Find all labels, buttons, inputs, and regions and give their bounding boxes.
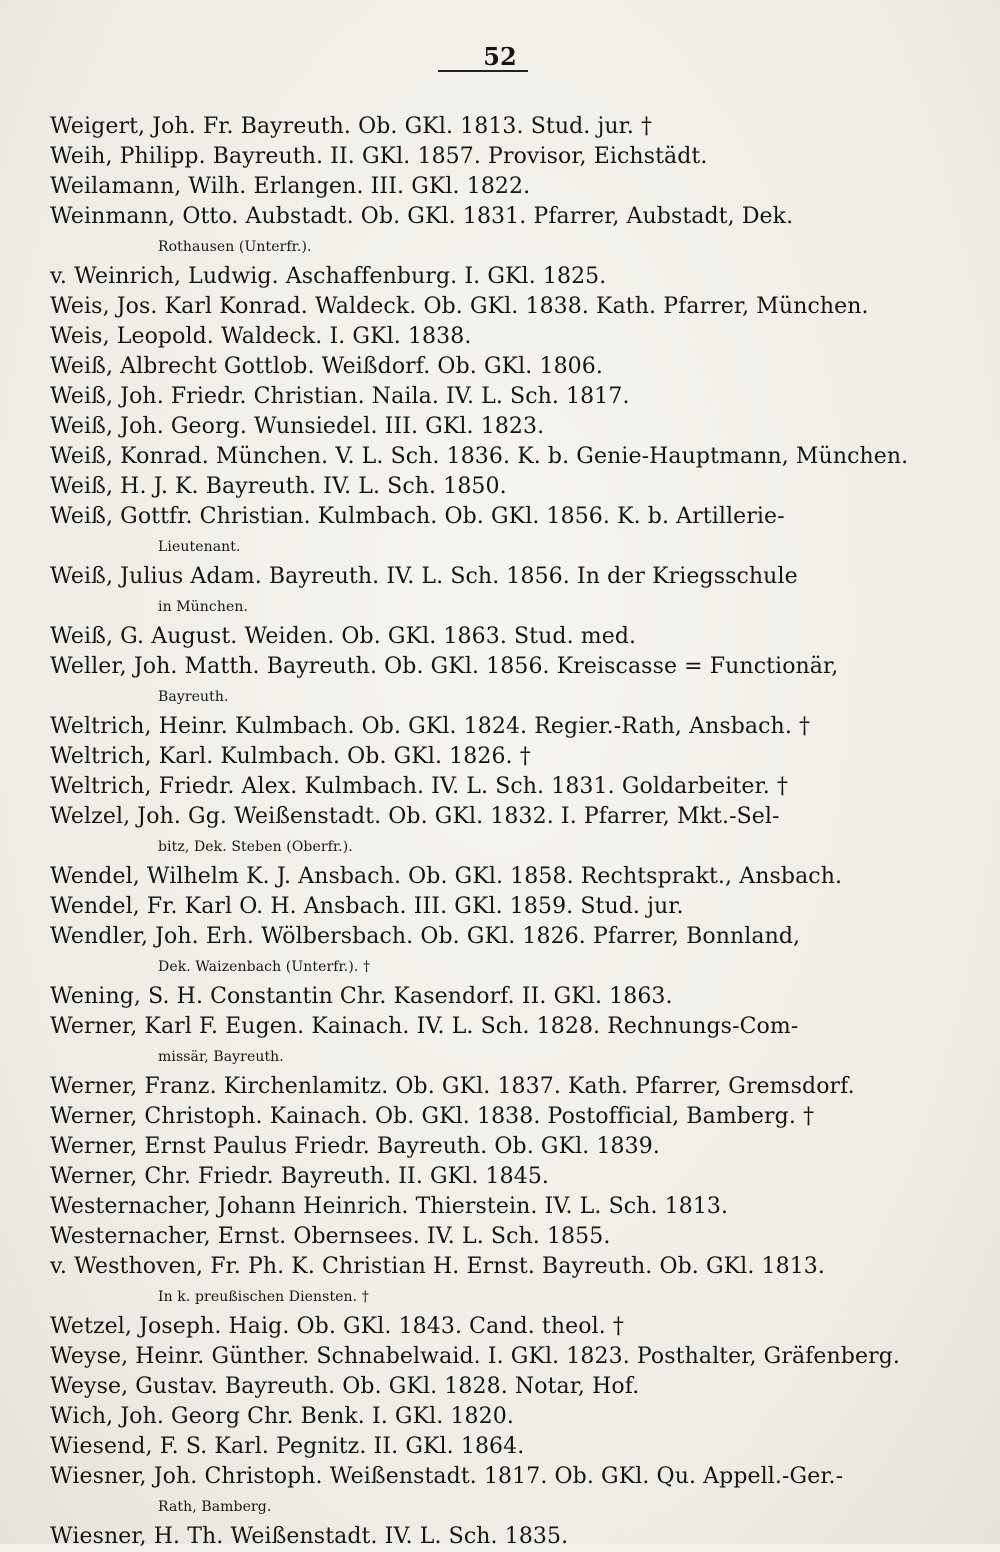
register-entry: Weltrich, Friedr. Alex. Kulmbach. IV. L. Sch. 1831. Goldarbeiter. †	[50, 774, 788, 799]
register-entry: Weiß, Joh. Friedr. Christian. Naila. IV. L. Sch. 1817.	[50, 384, 630, 409]
register-entry: Welzel, Joh. Gg. Weißenstadt. Ob. GKl. 1832. I. Pfarrer, Mkt.-Sel-	[50, 804, 780, 829]
register-entry: Weiß, Konrad. München. V. L. Sch. 1836. K. b. Genie-Hauptmann, München.	[50, 444, 909, 469]
register-entry-continuation: Dek. Waizenbach (Unterfr.). †	[158, 959, 371, 975]
register-entry-continuation: in München.	[158, 599, 249, 615]
register-entry: Wendel, Wilhelm K. J. Ansbach. Ob. GKl. 1858. Rechtsprakt., Ansbach.	[50, 864, 843, 889]
register-entry: Wendler, Joh. Erh. Wölbersbach. Ob. GKl. 1826. Pfarrer, Bonnland,	[50, 924, 801, 949]
register-entry: Weiß, Joh. Georg. Wunsiedel. III. GKl. 1823.	[50, 414, 545, 439]
register-entry: Weltrich, Heinr. Kulmbach. Ob. GKl. 1824. Regier.-Rath, Ansbach. †	[50, 714, 811, 739]
register-entry: Weiß, Gottfr. Christian. Kulmbach. Ob. GKl. 1856. K. b. Artillerie-	[50, 504, 785, 529]
register-entry: Wiesend, F. S. Karl. Pegnitz. II. GKl. 1864.	[50, 1434, 525, 1459]
register-entry: Weilamann, Wilh. Erlangen. III. GKl. 1822.	[50, 174, 531, 199]
register-entry: Weyse, Gustav. Bayreuth. Ob. GKl. 1828. Notar, Hof.	[50, 1374, 640, 1399]
register-entry: Wetzel, Joseph. Haig. Ob. GKl. 1843. Cand. theol. †	[50, 1314, 625, 1339]
register-entry: Wiesner, H. Th. Weißenstadt. IV. L. Sch. 1835.	[50, 1524, 569, 1549]
register-entry-continuation: In k. preußischen Diensten. †	[158, 1289, 369, 1305]
register-entry: Weiß, Albrecht Gottlob. Weißdorf. Ob. GKl. 1806.	[50, 354, 603, 379]
register-entry-continuation: Lieutenant.	[158, 539, 241, 555]
register-entry: Wening, S. H. Constantin Chr. Kasendorf. II. GKl. 1863.	[50, 984, 673, 1009]
register-entry: Weiß, Julius Adam. Bayreuth. IV. L. Sch. 1856. In der Kriegsschule	[50, 564, 798, 589]
register-entry: Weigert, Joh. Fr. Bayreuth. Ob. GKl. 1813. Stud. jur. †	[50, 114, 653, 139]
register-entry: Werner, Ernst Paulus Friedr. Bayreuth. Ob. GKl. 1839.	[50, 1134, 660, 1159]
register-entry-continuation: Rath, Bamberg.	[158, 1499, 272, 1515]
register-entry: v. Weinrich, Ludwig. Aschaffenburg. I. GKl. 1825.	[50, 264, 607, 289]
page-number: 52	[483, 42, 517, 71]
register-entry: v. Westhoven, Fr. Ph. K. Christian H. Ernst. Bayreuth. Ob. GKl. 1813.	[50, 1254, 825, 1279]
register-entry: Weyse, Heinr. Günther. Schnabelwaid. I. GKl. 1823. Posthalter, Gräfenberg.	[50, 1344, 900, 1369]
register-entry: Weis, Leopold. Waldeck. I. GKl. 1838.	[50, 324, 472, 349]
register-entry: Wendel, Fr. Karl O. H. Ansbach. III. GKl. 1859. Stud. jur.	[50, 894, 684, 919]
register-entry: Westernacher, Ernst. Obernsees. IV. L. Sch. 1855.	[50, 1224, 611, 1249]
register-entry: Weltrich, Karl. Kulmbach. Ob. GKl. 1826. †	[50, 744, 531, 769]
register-entry: Wich, Joh. Georg Chr. Benk. I. GKl. 1820.	[50, 1404, 514, 1429]
register-entry-continuation: Bayreuth.	[158, 689, 229, 705]
register-entry: Werner, Christoph. Kainach. Ob. GKl. 1838. Postofficial, Bamberg. †	[50, 1104, 815, 1129]
register-entries	[50, 112, 950, 1552]
register-entry-continuation: bitz, Dek. Steben (Oberfr.).	[158, 839, 353, 855]
register-entry: Weih, Philipp. Bayreuth. II. GKl. 1857. Provisor, Eichstädt.	[50, 144, 708, 169]
register-entry: Weiß, G. August. Weiden. Ob. GKl. 1863. Stud. med.	[50, 624, 637, 649]
register-entry: Werner, Franz. Kirchenlamitz. Ob. GKl. 1837. Kath. Pfarrer, Gremsdorf.	[50, 1074, 855, 1099]
register-entry: Westernacher, Johann Heinrich. Thierstein. IV. L. Sch. 1813.	[50, 1194, 729, 1219]
register-entry: Weiß, H. J. K. Bayreuth. IV. L. Sch. 1850.	[50, 474, 507, 499]
register-entry: Werner, Chr. Friedr. Bayreuth. II. GKl. 1845.	[50, 1164, 550, 1189]
register-entry: Weller, Joh. Matth. Bayreuth. Ob. GKl. 1856. Kreiscasse = Functionär,	[50, 654, 839, 679]
register-entry: Weis, Jos. Karl Konrad. Waldeck. Ob. GKl. 1838. Kath. Pfarrer, München.	[50, 294, 869, 319]
register-entry-continuation: missär, Bayreuth.	[158, 1049, 284, 1065]
register-entry: Wiesner, Joh. Christoph. Weißenstadt. 1817. Ob. GKl. Qu. Appell.-Ger.-	[50, 1464, 844, 1489]
register-entry-continuation: Rothausen (Unterfr.).	[158, 239, 312, 255]
page-number-rule	[438, 70, 528, 72]
register-entry: Weinmann, Otto. Aubstadt. Ob. GKl. 1831. Pfarrer, Aubstadt, Dek.	[50, 204, 794, 229]
register-entry: Werner, Karl F. Eugen. Kainach. IV. L. Sch. 1828. Rechnungs-Com-	[50, 1014, 799, 1039]
